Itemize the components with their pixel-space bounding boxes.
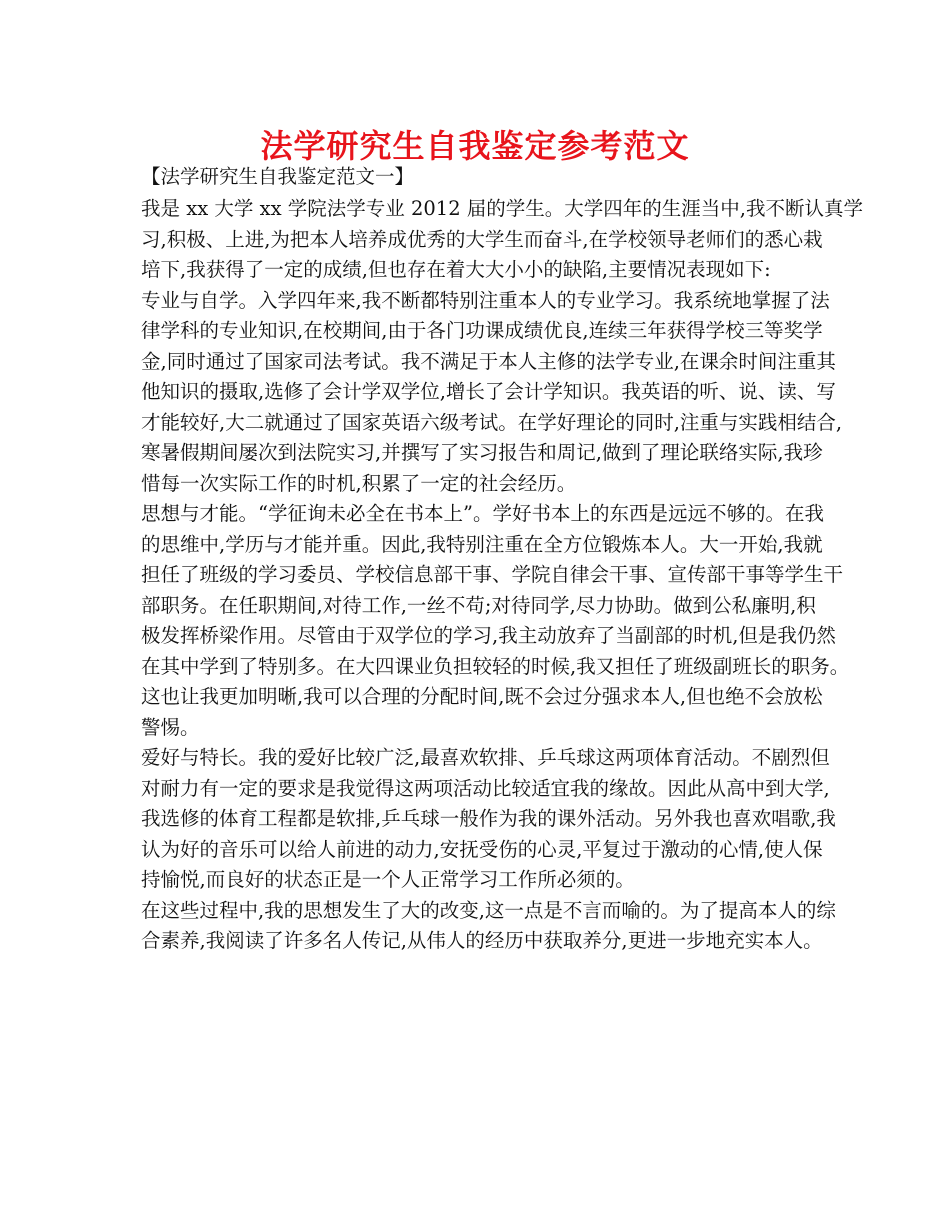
text-line: 认为好的音乐可以给人前进的动力,安抚受伤的心灵,平复过于激动的心情,使人保	[141, 837, 823, 861]
text-line: 部职务。在任职期间,对待工作,一丝不苟;对待同学,尽力协助。做到公私廉明,积	[141, 593, 816, 617]
text-line: 我选修的体育工程都是软排,乒乓球一般作为我的课外活动。另外我也喜欢唱歌,我	[141, 807, 836, 830]
text-line: 爱好与特长。我的爱好比较广泛,最喜欢软排、乒乓球这两项体育活动。不剧烈但	[141, 746, 830, 769]
text-line: 思想与才能。“学征询未必全在书本上”。学好书本上的东西是远远不够的。在我	[141, 502, 824, 525]
text-line: 警惕。	[141, 715, 200, 739]
text-line: 的思维中,学历与才能并重。因此,我特别注重在全方位锻炼本人。大一开始,我就	[141, 532, 823, 556]
text-line: 对耐力有一定的要求是我觉得这两项活动比较适宜我的缘故。因此从高中到大学,	[141, 776, 830, 800]
text-line: 持愉悦,而良好的状态正是一个人正常学习工作所必须的。	[141, 868, 635, 891]
text-line: 这也让我更加明晰,我可以合理的分配时间,既不会过分强求本人,但也绝不会放松	[141, 685, 823, 708]
text-line: 寒暑假期间屡次到法院实习,并撰写了实习报告和周记,做到了理论联络实际,我珍	[141, 441, 823, 464]
document-title: 法学研究生自我鉴定参考范文	[260, 127, 690, 165]
text-line: 惜每一次实际工作的时机,积累了一定的社会经历。	[141, 471, 577, 495]
text-line: 在这些过程中,我的思想发生了大的改变,这一点是不言而喻的。为了提高本人的综	[141, 898, 836, 922]
text-line: 他知识的摄取,选修了会计学双学位,增长了会计学知识。我英语的听、说、读、写	[141, 380, 836, 403]
text-line: 我是 xx 大学 xx 学院法学专业 2012 届的学生。大学四年的生涯当中,我不断认真学	[141, 197, 864, 220]
text-line: 才能较好,大二就通过了国家英语六级考试。在学好理论的同时,注重与实践相结合,	[141, 410, 843, 434]
text-line: 极发挥桥梁作用。尽管由于双学位的学习,我主动放弃了当副部的时机,但是我仍然	[141, 624, 836, 647]
text-line: 习,积极、上进,为把本人培养成优秀的大学生而奋斗,在学校领导老师们的悉心栽	[141, 227, 823, 251]
section-heading: 【法学研究生自我鉴定范文一】	[141, 165, 415, 188]
text-line: 专业与自学。入学四年来,我不断都特别注重本人的专业学习。我系统地掌握了法	[141, 288, 830, 312]
text-line: 合素养,我阅读了许多名人传记,从伟人的经历中获取养分,更进一步地充实本人。	[141, 929, 823, 952]
text-line: 培下,我获得了一定的成绩,但也存在着大大小小的缺陷,主要情况表现如下:	[141, 258, 771, 281]
text-line: 在其中学到了特别多。在大四课业负担较轻的时候,我又担任了班级副班长的职务。	[141, 654, 850, 678]
text-line: 律学科的专业知识,在校期间,由于各门功课成绩优良,连续三年获得学校三等奖学	[141, 319, 823, 342]
text-line: 金,同时通过了国家司法考试。我不满足于本人主修的法学专业,在课余时间注重其	[141, 349, 836, 373]
document-body	[141, 160, 864, 957]
text-line: 担任了班级的学习委员、学校信息部干事、学院自律会干事、宣传部干事等学生干	[141, 563, 844, 586]
